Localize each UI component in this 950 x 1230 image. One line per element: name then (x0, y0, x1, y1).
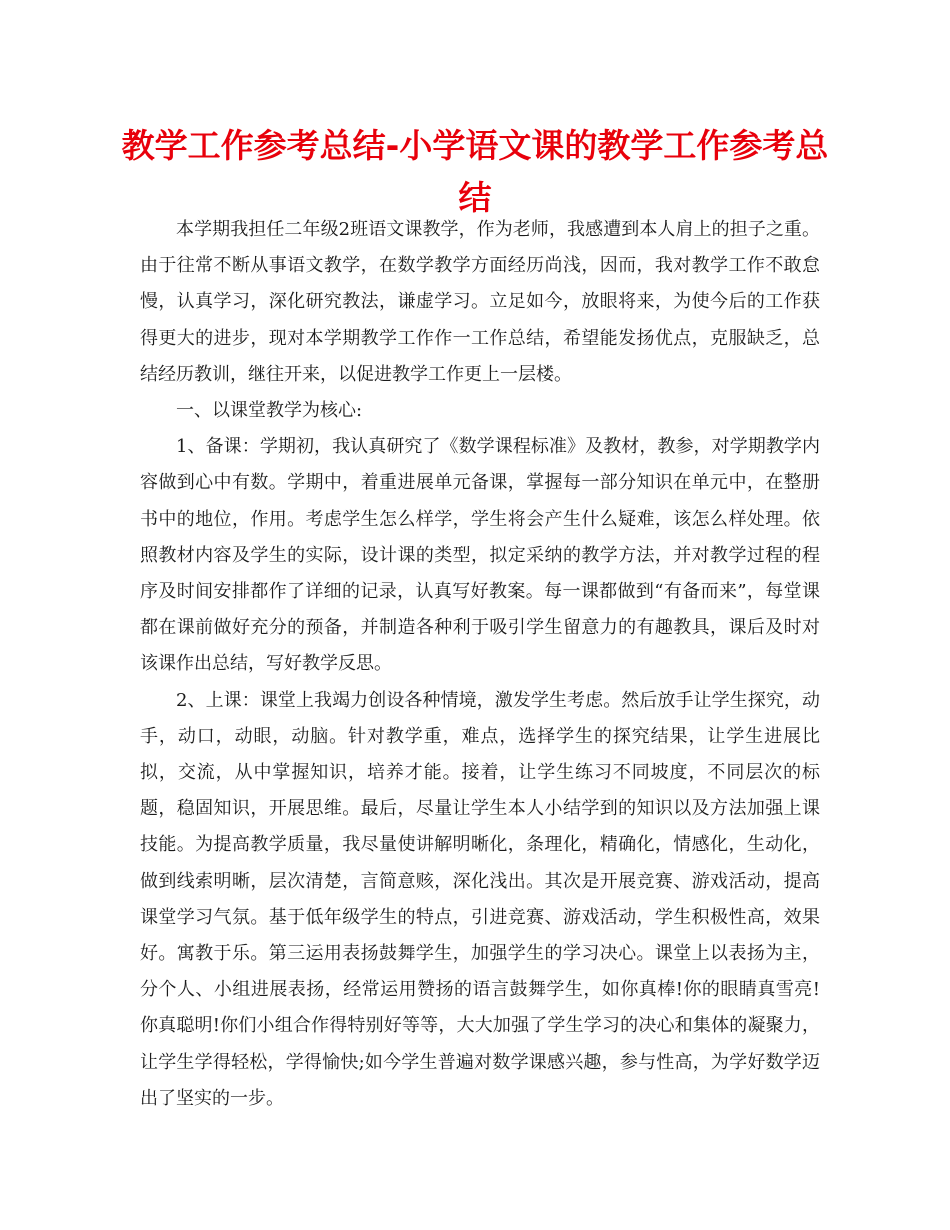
paragraph-section-heading: 一、以课堂教学为核心: (176, 400, 363, 422)
document-title: 教学工作参考总结-小学语文课的教学工作参考总结 (121, 126, 829, 217)
paragraph-teaching: 2、上课：课堂上我竭力创设各种情境，激发学生考虑。然后放手让学生探究，动手，动口，动眼，动脑。针对教学重，难点，选择学生的探究结果，让学生进展比拟，交流，从中掌握知识，培养才能。接着，让学生练习不同坡度，不同层次的标题，稳固知识，开展思维。最后，尽量让学生本人小结学到的知识以及方法加强上课技能。为提高教学质量，我尽量使讲解明晰化，条理化，精确化，情感化，生动化，做到线索明晰，层次清楚，言简意赅，深化浅出。其次是开展竞赛、游戏活动，提高课堂学习气氛。基于低年级学生的特点，引进竞赛、游戏活动，学生积极性高，效果好。寓教于乐。第三运用表扬鼓舞学生，加强学生的学习决心。课堂上以表扬为主，分个人、小组进展表扬，经常运用赞扬的语言鼓舞学生，如你真棒!你的眼睛真雪亮!你真聪明!你们小组合作得特别好等等，大大加强了学生学习的决心和集体的凝聚力，让学生学得轻松，学得愉快;如今学生普遍对数学课感兴趣，参与性高，为学好数学迈出了坚实的一步。 (140, 689, 820, 1109)
paragraph-intro: 本学期我担任二年级2班语文课教学，作为老师，我感遭到本人肩上的担子之重。由于往常不断从事语文教学，在数学教学方面经历尚浅，因而，我对教学工作不敢怠慢，认真学习，深化研究教法，谦虚学习。立足如今，放眼将来，为使今后的工作获得更大的进步，现对本学期教学工作作一工作总结，希望能发扬优点，克服缺乏，总结经历教训，继往开来，以促进教学工作更上一层楼。 (140, 219, 820, 385)
paragraph-lesson-prep: 1、备课：学期初，我认真研究了《数学课程标准》及教材，教参，对学期教学内容做到心中有数。学期中，着重进展单元备课，掌握每一部分知识在单元中，在整册书中的地位，作用。考虑学生怎么样学，学生将会产生什么疑难，该怎么样处理。依照教材内容及学生的实际，设计课的类型，拟定采纳的教学方法，并对教学过程的程序及时间安排都作了详细的记录，认真写好教案。每一课都做到“有备而来”，每堂课都在课前做好充分的预备，并制造各种利于吸引学生留意力的有趣教具，课后及时对该课作出总结，写好教学反思。 (140, 436, 820, 675)
document-body (140, 212, 820, 1117)
